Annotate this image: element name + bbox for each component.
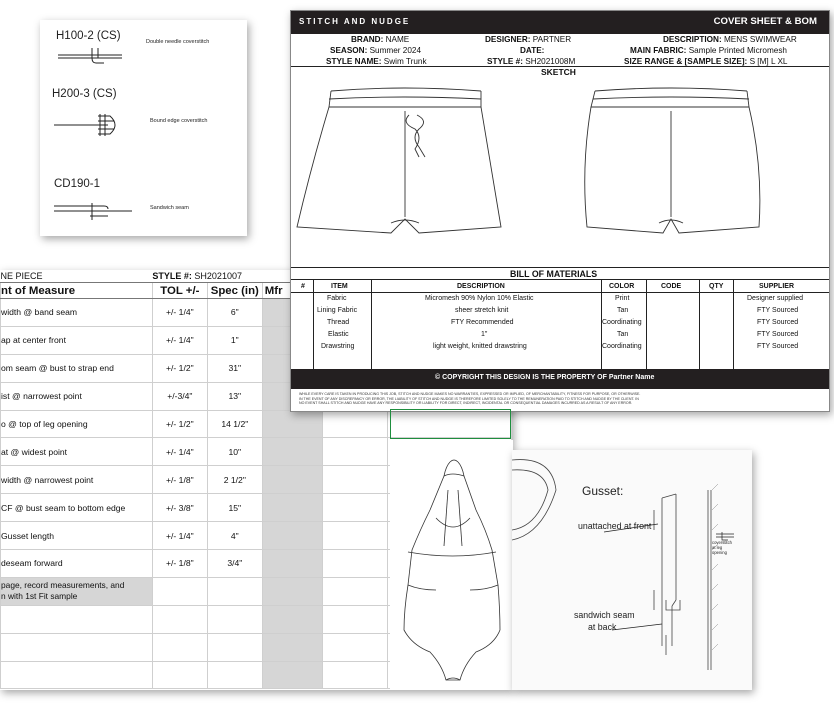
tolerance-cell[interactable]: +/-3/4"	[152, 382, 207, 410]
empty-cell[interactable]	[322, 522, 388, 550]
bom-title: BILL OF MATERIALS	[510, 269, 598, 279]
selected-cell-outline[interactable]	[390, 409, 511, 439]
bom-color: Tan	[617, 331, 629, 338]
tolerance-cell[interactable]: +/- 1/2"	[152, 354, 207, 382]
tolerance-cell[interactable]: +/- 1/8"	[152, 466, 207, 494]
bom-supplier: FTY Sourced	[757, 319, 799, 326]
season-field: SEASON: Summer 2024	[330, 46, 422, 55]
measure-point[interactable]: ist @ narrowest point	[1, 382, 153, 410]
mfr-cell[interactable]	[262, 522, 322, 550]
column-header-spec: Spec (in)	[207, 283, 262, 299]
mfr-cell[interactable]	[262, 410, 322, 438]
cover-title: COVER SHEET & BOM	[713, 16, 817, 27]
bom-description: 1"	[481, 331, 488, 338]
cover-sheet	[290, 10, 830, 412]
gusset-detail-card	[512, 450, 752, 690]
instruction-note: page, record measurements, and n with 1st Fit sample	[1, 577, 153, 605]
spec-cell[interactable]: 31"	[207, 354, 262, 382]
bom-item: Drawstring	[321, 343, 355, 350]
date-field: DATE:	[520, 46, 545, 55]
mfr-cell[interactable]	[262, 494, 322, 522]
bom-item: Thread	[327, 319, 350, 326]
bom-item: Lining Fabric	[317, 307, 358, 314]
tolerance-cell[interactable]: +/- 1/4"	[152, 326, 207, 354]
sandwich-seam-label-2: at back	[588, 622, 617, 632]
bound-edge-stitch-icon	[50, 112, 130, 138]
bom-header-item: ITEM	[331, 283, 348, 290]
coverstitch-note: coverstitch at leg opening	[712, 540, 733, 555]
bom-header-supplier: SUPPLIER	[759, 283, 795, 290]
spec-cell[interactable]: 2 1/2"	[207, 466, 262, 494]
bom-description: light weight, knitted drawstring	[433, 343, 527, 350]
bom-item: Elastic	[328, 331, 349, 338]
measure-point[interactable]: o @ top of leg opening	[1, 410, 153, 438]
bom-supplier: FTY Sourced	[757, 307, 799, 314]
size-range-field: SIZE RANGE & [SAMPLE SIZE]: S [M] L XL	[624, 57, 788, 66]
spec-cell[interactable]: 13"	[207, 382, 262, 410]
bom-supplier: FTY Sourced	[757, 343, 799, 350]
spec-cell[interactable]: 3/4"	[207, 550, 262, 578]
measure-point[interactable]: at @ widest point	[1, 438, 153, 466]
column-header-pom: nt of Measure	[1, 283, 153, 299]
stitch-code: CD190-1	[54, 178, 101, 190]
bom-color: Coordinating	[602, 343, 642, 350]
swimsuit-sketch	[390, 440, 513, 690]
bom-item: Fabric	[327, 295, 347, 302]
double-needle-stitch-icon	[50, 46, 130, 66]
empty-cell[interactable]	[322, 438, 388, 466]
stitch-type-card	[40, 20, 247, 236]
tolerance-cell[interactable]: +/- 1/4"	[152, 438, 207, 466]
swim-trunk-sketch	[291, 77, 829, 267]
spec-cell[interactable]: 14 1/2"	[207, 410, 262, 438]
designer-field: DESIGNER: PARTNER	[485, 35, 572, 44]
spec-cell[interactable]: 15"	[207, 494, 262, 522]
column-header-mfr: Mfr	[262, 283, 322, 299]
measure-point[interactable]: width @ narrowest point	[1, 466, 153, 494]
empty-cell[interactable]	[322, 550, 388, 578]
spec-cell[interactable]: 1"	[207, 326, 262, 354]
tolerance-cell[interactable]: +/- 3/8"	[152, 494, 207, 522]
measure-point[interactable]: CF @ bust seam to bottom edge	[1, 494, 153, 522]
bom-supplier: Designer supplied	[747, 295, 804, 302]
bom-color: Coordinating	[602, 319, 642, 326]
main-fabric-field: MAIN FABRIC: Sample Printed Micromesh	[630, 46, 787, 55]
style-number-field: STYLE #: SH2021008M	[487, 57, 576, 66]
stitch-code: H200-3 (CS)	[52, 88, 117, 100]
measure-point[interactable]: width @ band seam	[1, 299, 153, 327]
mfr-cell[interactable]	[262, 438, 322, 466]
stitch-description: Double needle coverstitch	[146, 39, 210, 45]
cover-header-bar	[291, 11, 829, 34]
bom-description: sheer stretch knit	[455, 307, 509, 314]
measure-point[interactable]: ap at center front	[1, 326, 153, 354]
sandwich-seam-label: sandwich seam	[574, 610, 635, 620]
gusset-title: Gusset:	[582, 484, 624, 498]
copyright-bar	[291, 369, 829, 389]
spec-cell[interactable]: 4"	[207, 522, 262, 550]
style-number: STYLE #: SH2021007	[152, 270, 262, 283]
brand-field: BRAND: NAME	[351, 35, 410, 44]
tolerance-cell[interactable]: +/- 1/4"	[152, 522, 207, 550]
style-name-field: STYLE NAME: Swim Trunk	[326, 57, 427, 66]
copyright-text: © COPYRIGHT THIS DESIGN IS THE PROPERTY OF Partner Name	[435, 374, 655, 381]
empty-cell[interactable]	[322, 466, 388, 494]
bom-color: Tan	[617, 307, 629, 314]
mfr-cell[interactable]	[262, 466, 322, 494]
disclaimer-text: WHILE EVERY CARE IS TAKEN IN PRODUCING THIS JOB, STITCH AND NUDGE MAKES NO WARRANTIES, EXPRESSED OR IMPLIED, OF MERCHANTABILITY, FITNESS FOR PURPOSE, OR OTHERWISE. IN THE EVENT OF ANY DISCREPANCY OR ERROR, THE LIABILITY OF STITCH AND NUDGE IS THEREFORE LIMITED SOLELY TO THE REMUNERATION PAID TO STITCH AND NUDGE BY THE CLIENT. IN NO EVENT SHALL STITCH AND NUDGE HAVE ANY RESPONSIBILITY OR LIABILITY FOR DIRECT, INDIRECT, INCIDENTAL OR CONSEQUENTIAL DAMAGES INCURRED AS A RESULT OF ANY ERROR.	[299, 392, 641, 406]
bom-header-number: #	[301, 283, 305, 290]
bom-description: FTY Recommended	[451, 319, 514, 326]
measure-point[interactable]: Gusset length	[1, 522, 153, 550]
bom-color: Print	[615, 295, 630, 302]
empty-cell[interactable]	[322, 410, 388, 438]
piece-label: NE PIECE	[1, 270, 153, 283]
stitch-description: Bound edge coverstitch	[150, 118, 208, 124]
mfr-cell[interactable]	[262, 550, 322, 578]
tolerance-cell[interactable]: +/- 1/2"	[152, 410, 207, 438]
bom-header-description: DESCRIPTION	[457, 283, 505, 290]
tolerance-cell[interactable]: +/- 1/8"	[152, 550, 207, 578]
one-piece-swimsuit-drawing	[390, 440, 513, 690]
column-header-tol: TOL +/-	[152, 283, 207, 299]
spec-cell[interactable]: 6"	[207, 299, 262, 327]
sandwich-seam-icon	[52, 196, 142, 222]
sketch-label: SKETCH	[541, 67, 576, 77]
empty-cell[interactable]	[322, 494, 388, 522]
company-name: STITCH AND NUDGE	[299, 17, 411, 26]
gusset-detail-drawing	[512, 450, 752, 690]
bom-supplier: FTY Sourced	[757, 331, 799, 338]
tolerance-cell[interactable]: +/- 1/4"	[152, 299, 207, 327]
unattached-label: unattached at front	[578, 521, 652, 531]
bom-description: Micromesh 90% Nylon 10% Elastic	[425, 295, 534, 302]
measure-point[interactable]: deseam forward	[1, 550, 153, 578]
measure-point[interactable]: om seam @ bust to strap end	[1, 354, 153, 382]
bom-header-qty: QTY	[709, 283, 724, 290]
spec-cell[interactable]: 10"	[207, 438, 262, 466]
bom-header-code: CODE	[661, 283, 682, 290]
stitch-code: H100-2 (CS)	[56, 30, 121, 42]
description-field: DESCRIPTION: MENS SWIMWEAR	[663, 35, 797, 44]
stitch-description: Sandwich seam	[150, 205, 189, 211]
bom-header-color: COLOR	[609, 283, 635, 290]
